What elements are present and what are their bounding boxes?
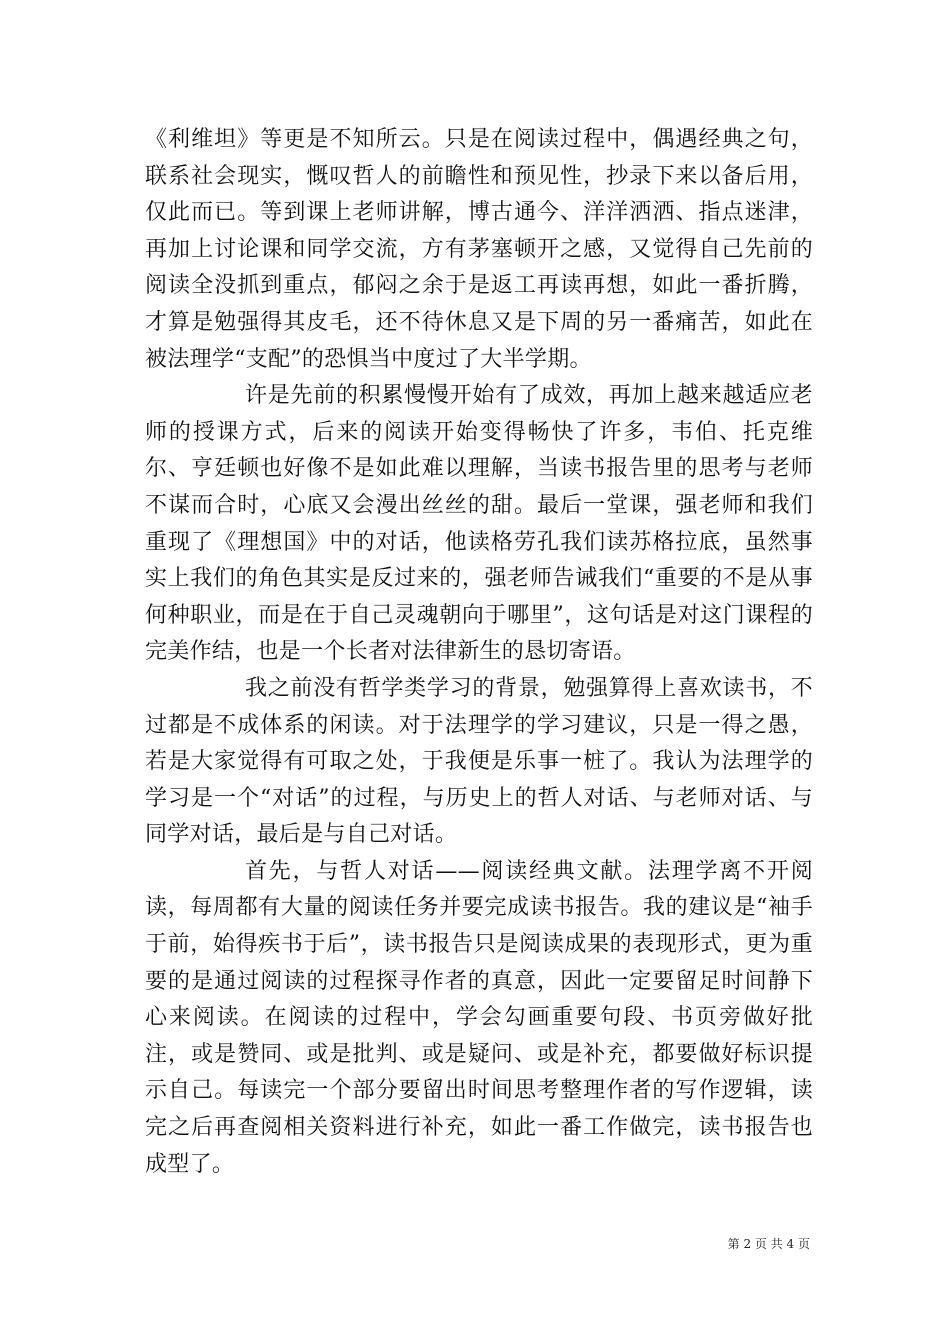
paragraph-1: 《利维坦》等更是不知所云。只是在阅读过程中，偶遇经典之句，联系社会现实，慨叹哲人的前瞻性和预见性，抄录下来以备后用，仅此而已。等到课上老师讲解，博古通今、洋洋洒洒、指点迷津，再加上讨论课和同学交流，方有茅塞顿开之感，又觉得自己先前的阅读全没抓到重点，郁闷之余于是返工再读再想，如此一番折腾，才算是勉强得其皮毛，还不待休息又是下周的另一番痛苦，如此在被法理学“支配”的恐惧当中度过了大半学期。 <box>145 127 813 372</box>
paragraph-3: 我之前没有哲学类学习的背景，勉强算得上喜欢读书，不过都是不成体系的闲读。对于法理学的学习建议，只是一得之愚，若是大家觉得有可取之处，于我便是乐事一桩了。我认为法理学的学习是一个“对话”的过程，与历史上的哲人对话、与老师对话、与同学对话，最后是与自己对话。 <box>145 675 813 848</box>
body-text <box>145 122 813 1183</box>
page-number-footer: 第 2 页 共 4 页 <box>727 1237 810 1251</box>
paragraph-2: 许是先前的积累慢慢开始有了成效，再加上越来越适应老师的授课方式，后来的阅读开始变得畅快了许多，韦伯、托克维尔、亨廷顿也好像不是如此难以理解，当读书报告里的思考与老师不谋而合时，心底又会漫出丝丝的甜。最后一堂课，强老师和我们重现了《理想国》中的对话，他读格劳孔我们读苏格拉底，虽然事实上我们的角色其实是反过来的，强老师告诫我们“重要的不是从事何种职业，而是在于自己灵魂朝向于哪里”，这句话是对这门课程的完美作结，也是一个长者对法律新生的恳切寄语。 <box>145 383 813 665</box>
paragraph-4: 首先，与哲人对话——阅读经典文献。法理学离不开阅读，每周都有大量的阅读任务并要完成读书报告。我的建议是“袖手于前，始得疾书于后”，读书报告只是阅读成果的表现形式，更为重要的是通过阅读的过程探寻作者的真意，因此一定要留足时间静下心来阅读。在阅读的过程中，学会勾画重要句段、书页旁做好批注，或是赞同、或是批判、或是疑问、或是补充，都要做好标识提示自己。每读完一个部分要留出时间思考整理作者的写作逻辑，读完之后再查阅相关资料进行补充，如此一番工作做完，读书报告也成型了。 <box>145 858 813 1177</box>
